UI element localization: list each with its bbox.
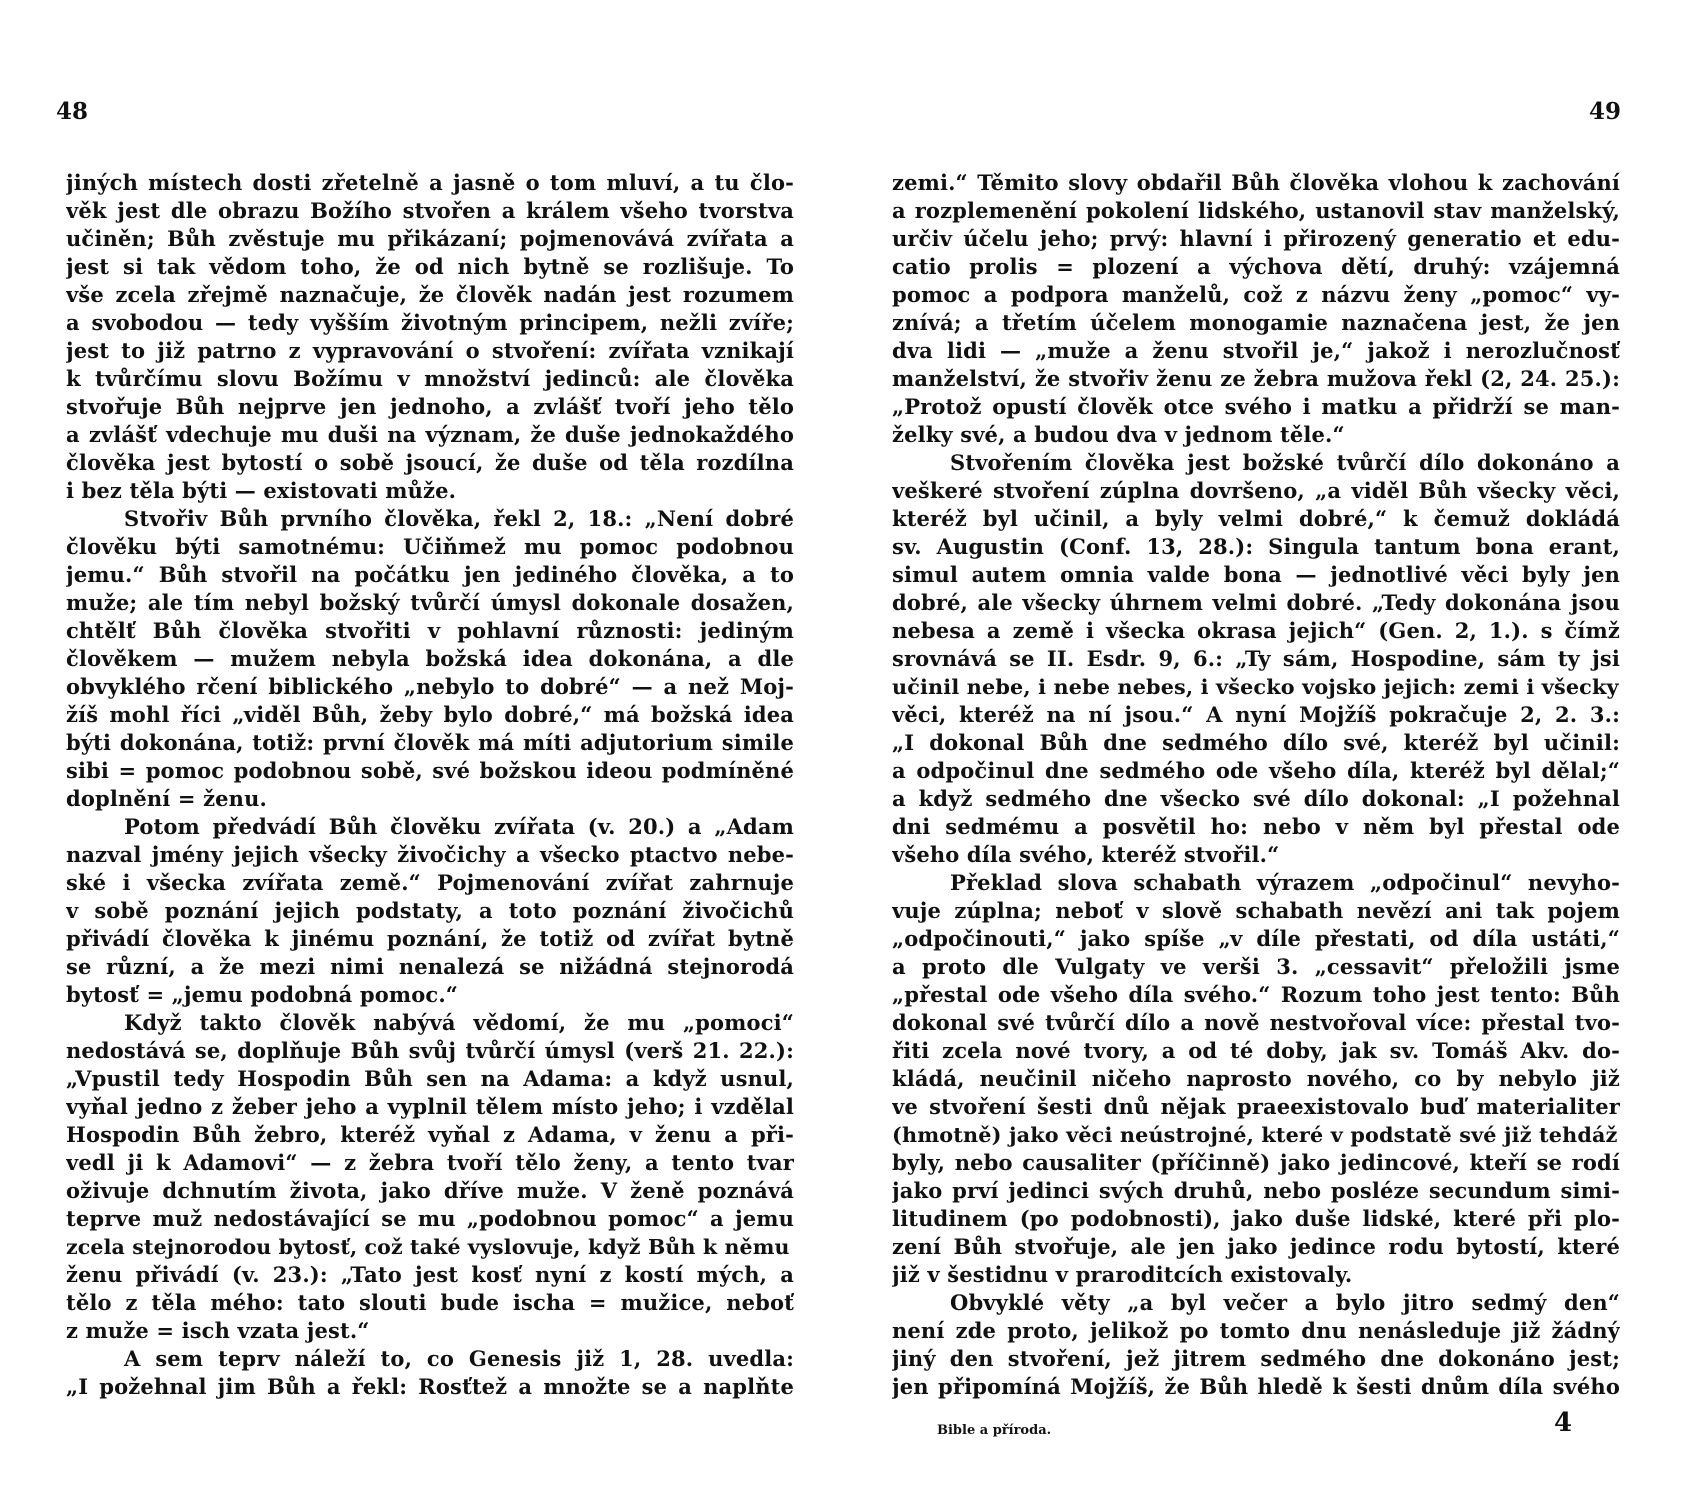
text-line: litudinem (po podobnosti), jako duše lidské, které při plo- <box>892 1206 1620 1231</box>
right-page <box>842 0 1684 1500</box>
text-line: vuje zúplna; neboť v slově schabath nevězí ani tak pojem <box>892 898 1620 923</box>
text-line: věci, kteréž na ní jsou.“ A nyní Mojžíš pokračuje 2, 2. 3.: <box>892 702 1620 727</box>
text-line: vedl ji k Adamovi“ — z žebra tvoří tělo ženy, a tento tvar <box>66 1150 794 1175</box>
text-line: Potom předvádí Bůh člověku zvířata (v. 20.) a „Adam <box>124 814 794 839</box>
text-line: všeho díla svého, kteréž stvořil.“ <box>892 842 1280 867</box>
text-line: i bez těla býti — existovati může. <box>66 478 457 503</box>
text-line: sibi = pomoc podobnou sobě, své božskou ideou podmíněné <box>66 758 794 783</box>
text-line: není zde proto, jelikož po tomto dnu nenásleduje již žádný <box>892 1318 1620 1343</box>
text-line: znívá; a třetím účelem monogamie naznačena jest, že jen <box>892 310 1620 335</box>
text-line: zemi.“ Těmito slovy obdařil Bůh člověka vlohou k zachování <box>892 170 1620 195</box>
text-line: stvořuje Bůh nejprve jen jednoho, a zvlášť tvoří jeho tělo <box>66 394 794 419</box>
text-line: dva lidi — „muže a ženu stvořil je,“ jakož i nerozlučnosť <box>892 338 1620 363</box>
text-line: ské i všecka zvířata země.“ Pojmenování zvířat zahrnuje <box>66 870 794 895</box>
text-line: manželství, že stvořiv ženu ze žebra mužova řekl (2, 24. 25.): <box>892 366 1620 391</box>
text-line: „Vpustil tedy Hospodin Bůh sen na Adama: a když usnul, <box>66 1066 794 1091</box>
text-line: učinil nebe, i nebe nebes, i všecko vojsko jejich: zemi i všecky <box>892 675 1619 699</box>
text-line: zcela stejnorodou bytosť, což také vyslovuje, když Bůh k němu <box>66 1235 790 1259</box>
text-line: nedostává se, doplňuje Bůh svůj tvůrčí úmysl (verš 21. 22.): <box>66 1038 794 1063</box>
text-line: člověku býti samotnému: Učiňmež mu pomoc podobnou <box>66 534 794 559</box>
text-line: z muže = isch vzata jest.“ <box>66 1318 370 1343</box>
text-line: ve stvoření šesti dnů nějak praeexistovalo buď materialiter <box>892 1094 1620 1119</box>
text-line: se různí, a že mezi nimi nenalezá se nižádná stejnorodá <box>66 954 794 979</box>
text-line: „odpočinouti,“ jako spíše „v díle přestati, od díla ustáti,“ <box>892 926 1620 951</box>
text-line: Stvořením člověka jest božské tvůrčí dílo dokonáno a <box>950 450 1620 475</box>
text-line: muže; ale tím nebyl božský tvůrčí úmysl dokonale dosažen, <box>66 590 794 615</box>
left-page-text <box>66 169 794 1401</box>
text-line: catio prolis = plození a výchova dětí, druhý: vzájemná <box>892 254 1620 279</box>
text-line: Stvořiv Bůh prvního člověka, řekl 2, 18.: „Není dobré <box>124 506 794 531</box>
text-line: oživuje dchnutím života, jako dříve muže. V ženě poznává <box>66 1178 794 1203</box>
text-line: vyňal jedno z žeber jeho a vyplnil tělem místo jeho; i vzdělal <box>66 1094 794 1119</box>
text-line: (hmotně) jako věci neústrojné, které v podstatě své již tehdáž <box>892 1123 1618 1147</box>
text-line: člověkem — mužem nebyla božská idea dokonána, a dle <box>66 646 794 671</box>
text-line: jiných místech dosti zřetelně a jasně o tom mluví, a tu člo- <box>66 170 794 195</box>
text-line: dobré, ale všecky úhrnem velmi dobré. „Tedy dokonána jsou <box>892 590 1620 615</box>
text-line: tělo z těla mého: tato slouti bude ischa = mužice, neboť <box>66 1290 794 1315</box>
page-number-left: 48 <box>56 98 89 125</box>
text-line: vše zcela zřejmě naznačuje, že člověk nadán jest rozumem <box>66 282 794 307</box>
text-line: člověka jest bytostí o sobě jsoucí, že duše od těla rozdílna <box>66 450 794 475</box>
text-line: pomoc a podpora manželů, což z názvu ženy „pomoc“ vy- <box>892 282 1620 307</box>
text-line: A sem teprv náleží to, co Genesis již 1, 28. uvedla: <box>124 1346 794 1371</box>
text-line: ženu přivádí (v. 23.): „Tato jest kosť nyní z kostí mých, a <box>66 1262 794 1287</box>
text-line: „I dokonal Bůh dne sedmého dílo své, kteréž byl učinil: <box>892 730 1620 755</box>
text-line: kládá, neučinil ničeho naprosto nového, co by nebylo již <box>892 1066 1620 1091</box>
text-line: již v šestidnu v praroditcích existovaly. <box>892 1262 1353 1287</box>
text-line: Překlad slova schabath výrazem „odpočinul“ nevyho- <box>950 870 1620 895</box>
text-line: přivádí člověka k jinému poznání, že totiž od zvířat bytně <box>66 926 794 951</box>
text-line: bytosť = „jemu podobná pomoc.“ <box>66 982 459 1007</box>
footer-sheet-number: 4 <box>1554 1408 1573 1438</box>
text-line: nebesa a země i všecka okrasa jejich“ (Gen. 2, 1.). s čímž <box>892 618 1620 643</box>
text-line: jemu.“ Bůh stvořil na počátku jen jediného člověka, a to <box>66 562 794 587</box>
text-line: doplnění = ženu. <box>66 786 267 811</box>
text-line: věk jest dle obrazu Božího stvořen a králem všeho tvorstva <box>66 198 794 223</box>
text-line: želky své, a budou dva v jednom těle.“ <box>892 422 1345 447</box>
page-number-right: 49 <box>1589 98 1622 125</box>
text-line: simul autem omnia valde bona — jednotlivé věci byly jen <box>892 562 1620 587</box>
text-line: „I požehnal jim Bůh a řekl: Rosťtež a množte se a naplňte <box>66 1374 794 1399</box>
text-line: kteréž byl učinil, a byly velmi dobré,“ k čemuž dokládá <box>892 506 1620 531</box>
text-line: dni sedmému a posvětil ho: nebo v něm byl přestal ode <box>892 814 1620 839</box>
text-line: a odpočinul dne sedmého ode všeho díla, kteréž byl dělal;“ <box>892 758 1620 783</box>
text-line: teprve muž nedostávající se mu „podobnou pomoc“ a jemu <box>66 1206 794 1231</box>
text-line: k tvůrčímu slovu Božímu v množství jedinců: ale člověka <box>66 366 794 391</box>
text-line: jen připomíná Mojžíš, že Bůh hledě k šesti dnům díla svého <box>892 1374 1620 1399</box>
text-line: a když sedmého dne všecko své dílo dokonal: „I požehnal <box>892 786 1620 811</box>
text-line: učiněn; Bůh zvěstuje mu přikázaní; pojmenovává zvířata a <box>66 226 794 251</box>
text-line: jest si tak vědom toho, že od nich bytně se rozlišuje. To <box>66 254 794 279</box>
text-line: jako prví jedinci svých druhů, nebo posléze secundum simi- <box>892 1178 1620 1203</box>
text-line: jiný den stvoření, jež jitrem sedmého dne dokonáno jest; <box>892 1346 1620 1371</box>
right-page-text <box>892 169 1620 1401</box>
text-line: a zvlášť vdechuje mu duši na význam, že duše jednokaždého <box>66 422 794 447</box>
text-line: Hospodin Bůh žebro, kteréž vyňal z Adama, v ženu a při- <box>66 1122 794 1147</box>
text-line: Obvyklé věty „a byl večer a bylo jitro sedmý den“ <box>950 1290 1620 1315</box>
text-line: byly, nebo causaliter (příčinně) jako jedincové, kteří se rodí <box>892 1150 1620 1175</box>
text-line: „přestal ode všeho díla svého.“ Rozum toho jest tento: Bůh <box>892 982 1620 1007</box>
text-line: sv. Augustin (Conf. 13, 28.): Singula tantum bona erant, <box>892 534 1620 559</box>
text-line: chtělť Bůh člověka stvořiti v pohlavní různosti: jediným <box>66 618 794 643</box>
text-line: srovnává se II. Esdr. 9, 6.: „Ty sám, Hospodine, sám ty jsi <box>892 646 1620 671</box>
text-line: a proto dle Vulgaty ve verši 3. „cessavit“ přeložili jsme <box>892 954 1620 979</box>
text-line: a rozplemenění pokolení lidského, ustanovil stav manželský, <box>892 198 1620 223</box>
text-line: určiv účelu jeho; prvý: hlavní i přirozený generatio et edu- <box>892 226 1620 251</box>
text-line: „Protož opustí člověk otce svého i matku a přidrží se man- <box>892 394 1620 419</box>
text-line: veškeré stvoření zúplna dovršeno, „a viděl Bůh všecky věci, <box>892 478 1620 503</box>
text-line: žíš mohl říci „viděl Bůh, žeby bylo dobré,“ má božská idea <box>66 702 794 727</box>
text-line: řiti zcela nové tvory, a od té doby, jak sv. Tomáš Akv. do- <box>892 1038 1620 1063</box>
text-line: v sobě poznání jejich podstaty, a toto poznání živočichů <box>66 898 794 923</box>
text-line: zení Bůh stvořuje, ale jen jako jedince rodu bytostí, které <box>892 1234 1620 1259</box>
text-line: jest to již patrno z vypravování o stvoření: zvířata vznikají <box>66 338 794 363</box>
footer-signature: Bible a příroda. <box>937 1423 1052 1438</box>
text-line: obvyklého rčení biblického „nebylo to dobré“ — a než Moj- <box>66 674 794 699</box>
text-line: dokonal své tvůrčí dílo a nově nestvořoval více: přestal tvo- <box>892 1010 1620 1035</box>
text-line: a svobodou — tedy vyšším životným principem, nežli zvíře; <box>66 310 794 335</box>
text-line: nazval jmény jejich všecky živočichy a všecko ptactvo nebe- <box>66 842 794 867</box>
text-line: býti dokonána, totiž: první člověk má míti adjutorium simile <box>66 730 794 755</box>
text-line: Když takto člověk nabývá vědomí, že mu „pomoci“ <box>124 1010 794 1035</box>
